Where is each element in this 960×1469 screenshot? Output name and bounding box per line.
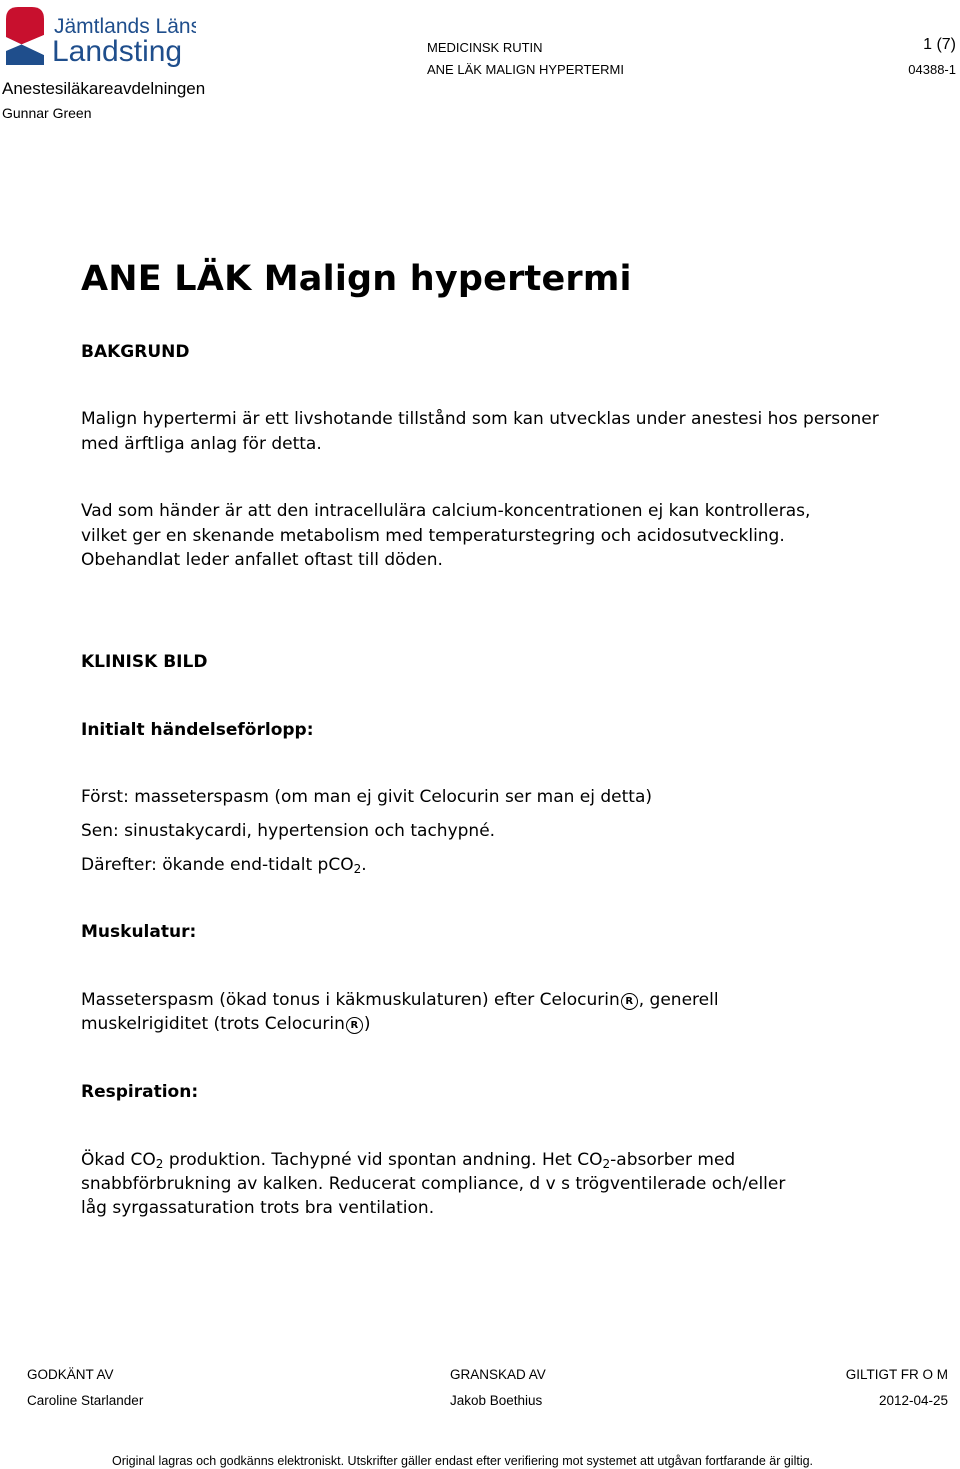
landsting-logo bbox=[4, 5, 196, 67]
line-sen: Sen: sinustakycardi, hypertension och tachypné. bbox=[81, 821, 496, 841]
registered-icon: R bbox=[346, 1017, 363, 1034]
document-body bbox=[81, 255, 911, 1218]
paragraph-bakgrund-1: Malign hypertermi är ett livshotande tillstånd som kan utvecklas under anestesi hos personer med ärftliga anlag för detta. bbox=[81, 409, 879, 454]
approved-name: Caroline Starlander bbox=[27, 1393, 144, 1408]
logo-emblem-icon bbox=[4, 5, 196, 67]
page-number: 1 (7) bbox=[923, 36, 956, 53]
registered-icon: R bbox=[621, 993, 638, 1010]
document-type: MEDICINSK RUTIN bbox=[427, 40, 543, 55]
reviewed-name: Jakob Boethius bbox=[450, 1393, 543, 1408]
section-heading-bakgrund: BAKGRUND bbox=[81, 342, 190, 362]
department: Anestesiläkareavdelningen bbox=[2, 79, 206, 98]
page-title: ANE LÄK Malign hypertermi bbox=[81, 259, 632, 299]
line-forst: Först: masseterspasm (om man ej givit Celocurin ser man ej detta) bbox=[81, 787, 653, 807]
approved-label: GODKÄNT AV bbox=[27, 1367, 114, 1382]
subheading-muskulatur: Muskulatur: bbox=[81, 922, 197, 942]
author: Gunnar Green bbox=[2, 105, 92, 121]
document-id: 04388-1 bbox=[908, 62, 956, 77]
subheading-initialt: Initialt händelseförlopp: bbox=[81, 720, 314, 740]
line-darefter: Därefter: ökande end-tidalt pCO$_2$. bbox=[81, 855, 367, 876]
logo-line1: Jämtlands Läns bbox=[54, 15, 196, 38]
line-muskulatur-2: muskelrigiditet (trots Celocurin R ) bbox=[81, 1014, 371, 1034]
subheading-respiration: Respiration: bbox=[81, 1082, 199, 1102]
line-respiration-2: snabbförbrukning av kalken. Reducerat compliance, d v s trögventilerade och/eller bbox=[81, 1174, 786, 1194]
line-respiration-1: Ökad $CO_2$ produktion. Tachypné vid spontan andning. Het $CO_2$-absorber med bbox=[81, 1150, 736, 1171]
logo-line2: Landsting bbox=[52, 35, 183, 67]
valid-from-label: GILTIGT FR O M bbox=[845, 1367, 948, 1382]
document-title-header: ANE LÄK MALIGN HYPERTERMI bbox=[427, 62, 624, 77]
footer-note: Original lagras och godkänns elektroniskt. Utskrifter gäller endast efter verifiering mot systemet att utgåvan fortfarande är giltig. bbox=[112, 1454, 814, 1468]
paragraph-bakgrund-2: Vad som händer är att den intracellulära calcium-koncentrationen ej kan kontrolleras, vilket ger en skenande metabolism med temperaturstegring och acidosutveckling. Obehandlat leder anfallet oftast till döden. bbox=[81, 501, 811, 570]
line-respiration-3: låg syrgassaturation trots bra ventilation. bbox=[81, 1198, 435, 1218]
valid-from-date: 2012-04-25 bbox=[878, 1393, 948, 1408]
line-muskulatur-1: Masseterspasm (ökad tonus i käkmuskulaturen) efter Celocurin R , generell bbox=[81, 990, 719, 1010]
section-heading-klinisk-bild: KLINISK BILD bbox=[81, 652, 208, 672]
reviewed-label: GRANSKAD AV bbox=[450, 1367, 546, 1382]
